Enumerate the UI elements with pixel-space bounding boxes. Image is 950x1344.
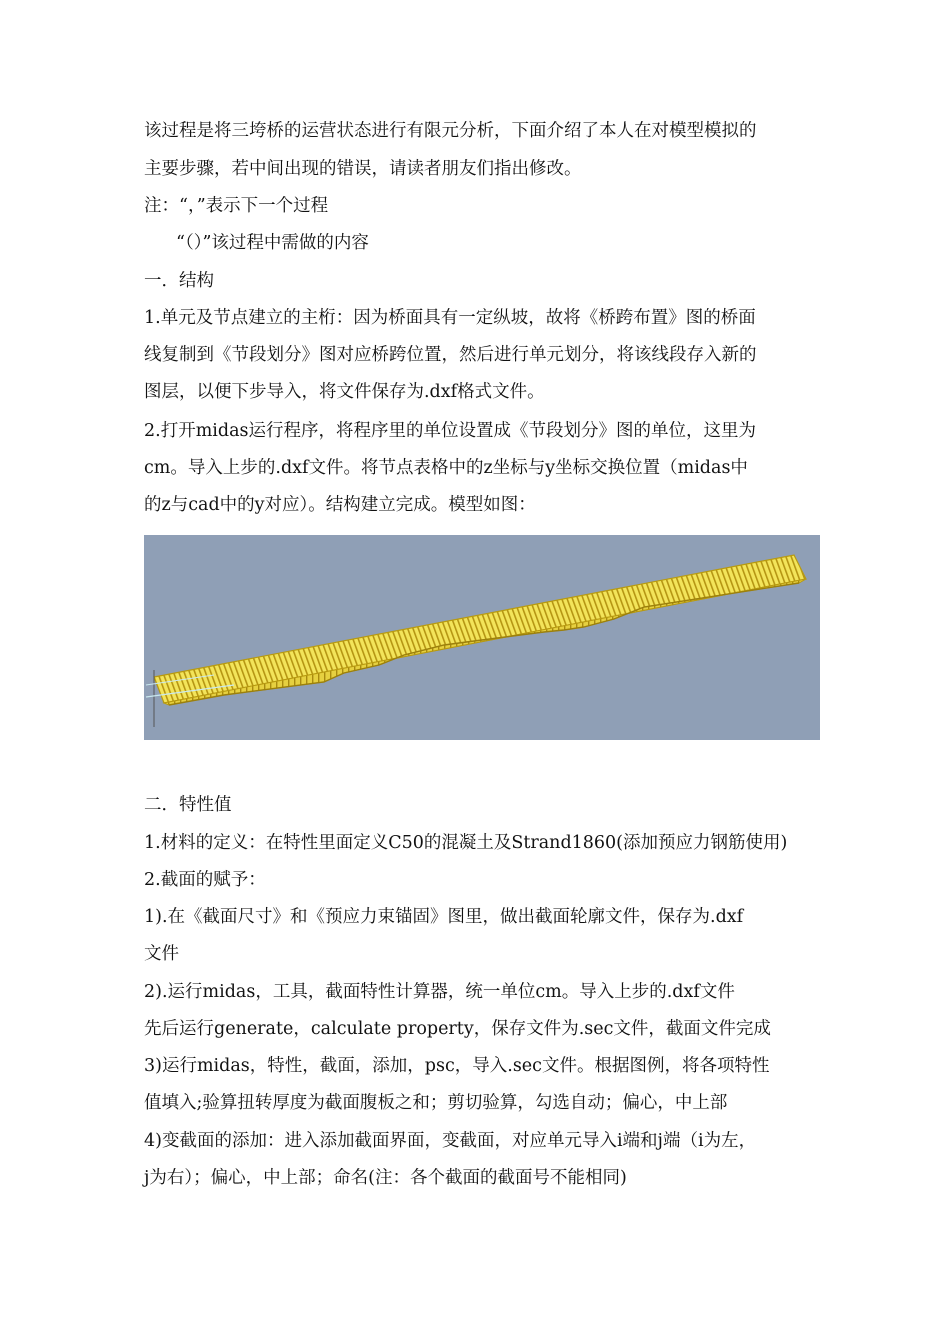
structure-step1-line-1: 1.单元及节点建立的主桁：因为桥面具有一定纵坡，故将《桥跨布置》图的桥面 <box>144 308 756 328</box>
structure-step2-line-3: 的z与cad中的y对应）。结构建立完成。模型如图： <box>144 495 536 515</box>
properties-sub3-line-1: 3)运行midas，特性，截面，添加，psc，导入.sec文件。根据图例，将各项特性 <box>144 1056 770 1076</box>
properties-sub1-line-1: 1).在《截面尺寸》和《预应力束锚固》图里，做出截面轮廓文件，保存为.dxf <box>144 907 744 927</box>
properties-step1: 1.材料的定义：在特性里面定义C50的混凝土及Strand1860(添加预应力钢筋使用) <box>144 833 788 853</box>
properties-sub2-line-1: 2).运行midas，工具，截面特性计算器，统一单位cm。导入上步的.dxf文件 <box>144 982 735 1002</box>
bridge-deck-top <box>154 555 806 703</box>
properties-sub1-line-2: 文件 <box>144 944 179 964</box>
note-line-2: “（）”该过程中需做的内容 <box>176 233 369 253</box>
properties-sub4-line-1: 4)变截面的添加：进入添加截面界面，变截面，对应单元导入i端和j端（i为左， <box>144 1131 757 1151</box>
bridge-model-figure <box>144 535 820 740</box>
section-heading-properties: 二．特性值 <box>144 795 232 815</box>
properties-sub3-line-2: 值填入;验算扭转厚度为截面腹板之和；剪切验算，勾选自动；偏心，中上部 <box>144 1093 728 1113</box>
structure-step2-line-2: cm。导入上步的.dxf文件。将节点表格中的z坐标与y坐标交换位置（midas中 <box>144 458 748 478</box>
note-line-1: 注：“，”表示下一个过程 <box>144 196 329 216</box>
structure-step1-line-2: 线复制到《节段划分》图对应桥跨位置，然后进行单元划分，将该线段存入新的 <box>144 345 757 365</box>
bridge-girder-side <box>164 579 806 705</box>
properties-sub4-line-2: j为右）；偏心，中上部；命名(注：各个截面的截面号不能相同) <box>144 1168 627 1188</box>
intro-line-2: 主要步骤，若中间出现的错误，请读者朋友们指出修改。 <box>144 159 582 179</box>
section-heading-structure: 一．结构 <box>144 271 214 291</box>
structure-step1-line-3: 图层，以便下步导入，将文件保存为.dxf格式文件。 <box>144 382 545 402</box>
intro-line-1: 该过程是将三垮桥的运营状态进行有限元分析，下面介绍了本人在对模型模拟的 <box>144 121 757 141</box>
structure-step2-line-1: 2.打开midas运行程序，将程序里的单位设置成《节段划分》图的单位，这里为 <box>144 421 757 441</box>
properties-step2: 2.截面的赋予： <box>144 870 266 890</box>
properties-sub2-line-2: 先后运行generate，calculate property，保存文件为.sec文件，截面文件完成 <box>144 1019 771 1039</box>
bridge-model-render <box>144 535 820 740</box>
